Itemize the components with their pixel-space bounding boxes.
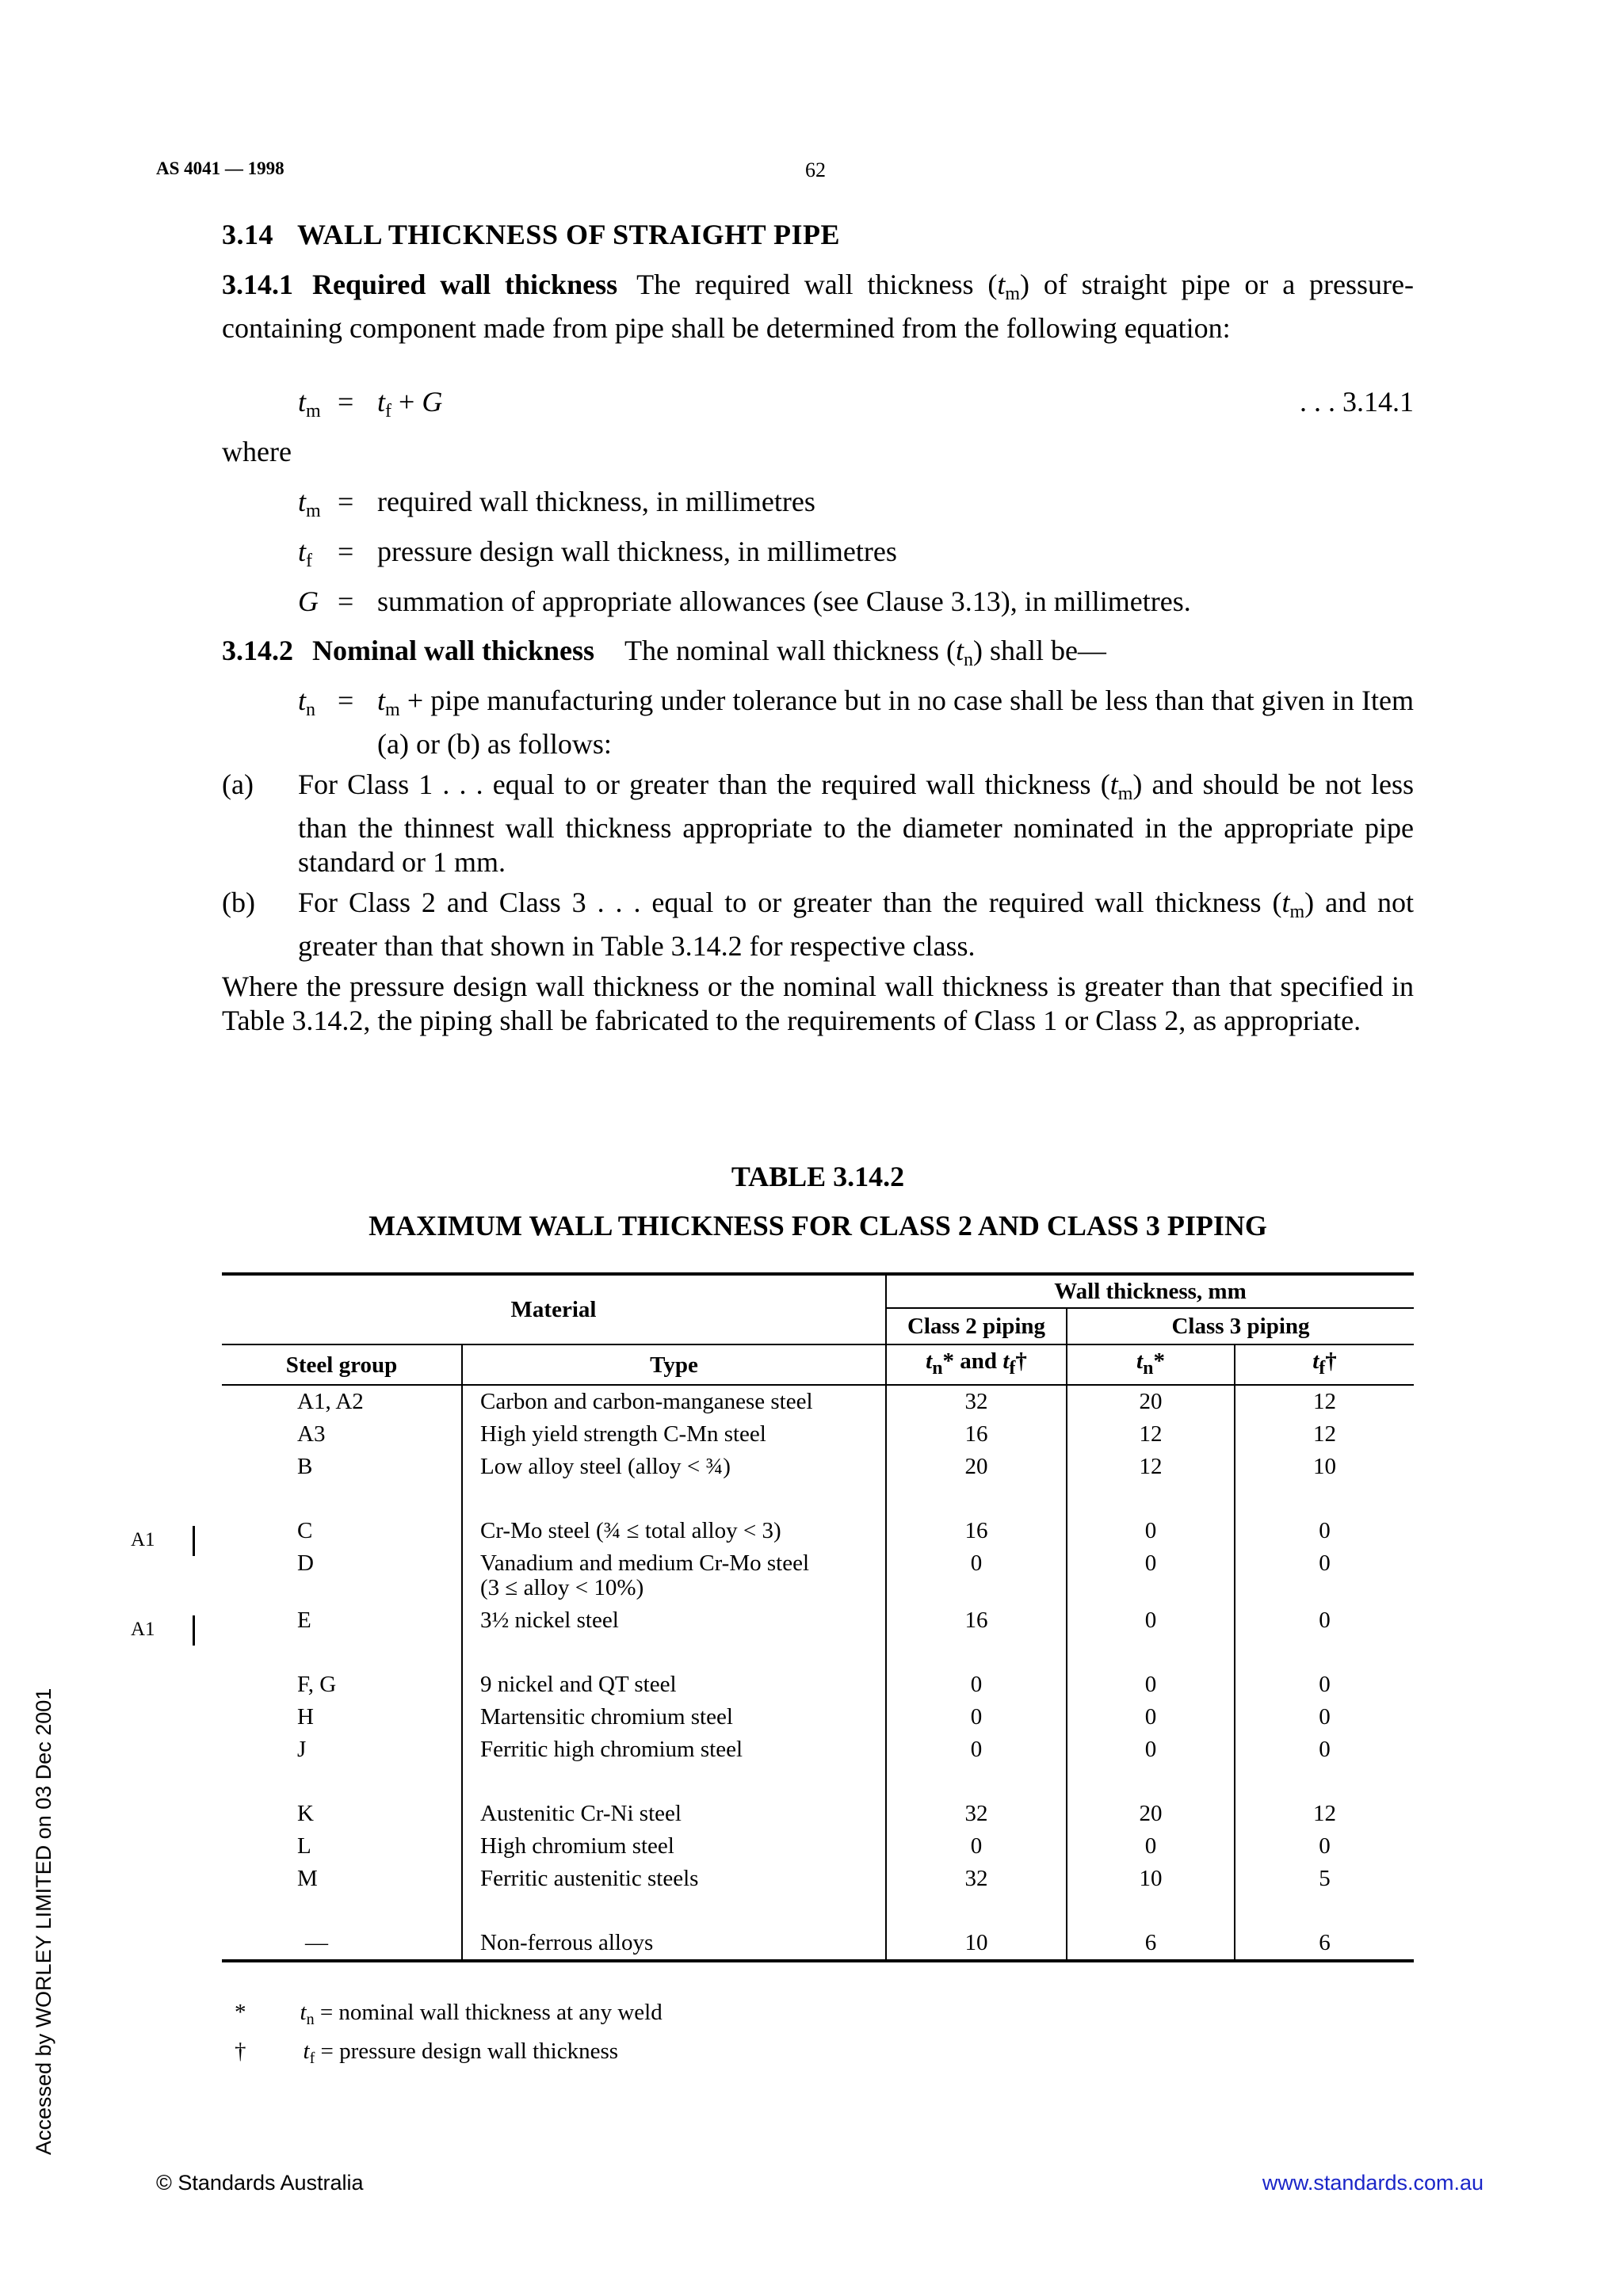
amendment-bar	[193, 1615, 195, 1646]
subscript: m	[306, 501, 321, 521]
header-type: Type	[462, 1344, 886, 1385]
subscript: f	[385, 401, 392, 421]
symbol-t: t	[1281, 887, 1290, 918]
spacer-cell	[886, 1895, 1067, 1927]
cell-class3-tn: 0	[1067, 1830, 1235, 1863]
symbol-t: t	[298, 536, 307, 567]
cell-class2: 20	[886, 1451, 1067, 1483]
subscript: f	[309, 2050, 315, 2067]
cell-class2: 0	[886, 1733, 1067, 1766]
cell-steel-group: J	[297, 1737, 307, 1762]
cell-class3-tf: 0	[1235, 1547, 1414, 1604]
cell-class2: 16	[886, 1418, 1067, 1451]
footnote-text: = nominal wall thickness at any weld	[319, 2000, 663, 2025]
cell-class3-tn: 10	[1067, 1863, 1235, 1895]
subscript: n	[306, 2011, 315, 2028]
cell-class3-tf: 0	[1235, 1604, 1414, 1637]
cell-steel-group: E	[297, 1608, 311, 1633]
clause-number: 3.14.2	[222, 635, 293, 666]
standard-designation: AS 4041 — 1998	[156, 158, 285, 178]
cell-class3-tf: 0	[1235, 1830, 1414, 1863]
table-row	[222, 1547, 1414, 1604]
clause-heading: Nominal wall thickness	[312, 635, 595, 666]
symbol-t: t	[1312, 1348, 1319, 1374]
equals-sign: =	[338, 386, 354, 418]
symbol-t: t	[1109, 769, 1118, 800]
cell-type: High chromium steel	[462, 1830, 886, 1863]
cell-class3-tn: 0	[1067, 1733, 1235, 1766]
spacer-cell	[462, 1766, 886, 1798]
symbol-t: t	[298, 685, 307, 716]
subscript: n	[1143, 1358, 1154, 1379]
cell-class3-tf: 6	[1235, 1927, 1414, 1961]
clause-text: ) shall be—	[972, 635, 1106, 666]
clause-text: ) of straight pipe or a pressure-containing component made from pipe shall be determined from the following equation:	[222, 269, 1414, 344]
cell-class3-tf: 5	[1235, 1863, 1414, 1895]
symbol-t: t	[1136, 1348, 1144, 1374]
symbol-t: t	[377, 386, 386, 418]
equation-3-14-1	[222, 385, 1414, 419]
symbol-t: t	[303, 2039, 310, 2064]
definition-tn	[222, 684, 1414, 761]
table-row	[222, 1733, 1414, 1766]
symbol-g: G	[422, 386, 443, 418]
clause-number: 3.14.1	[222, 269, 293, 300]
cell-class2: 0	[886, 1547, 1067, 1604]
cell-steel-group: B	[297, 1454, 313, 1479]
header-class3-tn	[1067, 1344, 1235, 1385]
amendment-bar	[193, 1526, 195, 1556]
symbol-t: t	[1002, 1348, 1010, 1374]
cell-type-line2: (3 ≤ alloy < 10%)	[480, 1575, 644, 1600]
header-class3: Class 3 piping	[1067, 1308, 1414, 1344]
cell-type: 9 nickel and QT steel	[462, 1669, 886, 1701]
table-row	[222, 1604, 1414, 1637]
table-spacer	[222, 1895, 1414, 1927]
spacer-cell	[886, 1637, 1067, 1669]
symbol-t: t	[298, 486, 307, 517]
cell-steel-group: H	[297, 1704, 314, 1730]
cell-class3-tf: 12	[1235, 1798, 1414, 1830]
subscript: m	[306, 401, 321, 421]
subscript: f	[306, 551, 313, 571]
section-title	[222, 218, 840, 252]
header-wall-thickness: Wall thickness, mm	[886, 1274, 1414, 1308]
cell-steel-group: C	[297, 1518, 313, 1543]
definition-text: pressure design wall thickness, in millimetres	[377, 536, 897, 567]
cell-class3-tf: 10	[1235, 1451, 1414, 1483]
item-text: For Class 2 and Class 3 . . . equal to or greater than the required wall thickness (	[298, 887, 1282, 918]
cell-class2: 0	[886, 1830, 1067, 1863]
cell-type: Low alloy steel (alloy < ¾)	[462, 1451, 886, 1483]
spacer-cell	[1235, 1637, 1414, 1669]
cell-class3-tn: 0	[1067, 1669, 1235, 1701]
table-spacer	[222, 1483, 1414, 1515]
cell-type: Ferritic austenitic steels	[462, 1863, 886, 1895]
spacer-cell	[1235, 1483, 1414, 1515]
spacer-cell	[1235, 1895, 1414, 1927]
header-class2-sub	[886, 1344, 1067, 1385]
clause-text: The nominal wall thickness (	[624, 635, 956, 666]
asterisk-mark: *	[1153, 1348, 1165, 1374]
cell-type: Ferritic high chromium steel	[462, 1733, 886, 1766]
table-row	[222, 1927, 1414, 1961]
spacer-cell	[462, 1483, 886, 1515]
cell-class2: 16	[886, 1515, 1067, 1547]
spacer-cell	[462, 1895, 886, 1927]
subscript: f	[1009, 1358, 1016, 1379]
spacer-cell	[1235, 1766, 1414, 1798]
cell-class3-tf: 12	[1235, 1418, 1414, 1451]
cell-steel-group: A1, A2	[297, 1389, 364, 1414]
table-row	[222, 1418, 1414, 1451]
cell-class3-tf: 0	[1235, 1669, 1414, 1701]
subscript: m	[1289, 902, 1305, 922]
equals-sign: =	[338, 585, 354, 617]
cell-type-line1: Vanadium and medium Cr-Mo steel	[480, 1550, 810, 1576]
cell-type: Cr-Mo steel (¾ ≤ total alloy < 3)	[462, 1515, 886, 1547]
cell-class2: 32	[886, 1385, 1067, 1418]
clause-heading: Required wall thickness	[312, 269, 618, 300]
spacer-cell	[1067, 1637, 1235, 1669]
footnote-mark: †	[235, 2039, 246, 2064]
item-a	[222, 768, 1414, 879]
cell-class2: 0	[886, 1669, 1067, 1701]
cell-steel-group: K	[297, 1801, 314, 1826]
table-spacer	[222, 1766, 1414, 1798]
cell-class3-tf: 12	[1235, 1385, 1414, 1418]
header-text: * and	[942, 1348, 1003, 1374]
item-text-block	[298, 768, 1414, 879]
clause-text: The required wall thickness (	[636, 269, 998, 300]
header-class2: Class 2 piping	[886, 1308, 1067, 1344]
equation-reference: . . . 3.14.1	[1300, 386, 1414, 418]
table-row	[222, 1701, 1414, 1733]
header-material: Material	[222, 1274, 886, 1344]
cell-type: Austenitic Cr-Ni steel	[462, 1798, 886, 1830]
symbol-g: G	[298, 585, 319, 617]
cell-class3-tn: 0	[1067, 1604, 1235, 1637]
cell-type	[462, 1547, 886, 1604]
subscript: n	[306, 700, 316, 720]
table-row	[222, 1830, 1414, 1863]
cell-class3-tn: 0	[1067, 1701, 1235, 1733]
symbol-t: t	[955, 635, 964, 666]
item-text: ) and should be not less than the thinnest wall thickness appropriate to the diameter nominated in the appropriate pipe standard or 1 mm.	[298, 769, 1414, 878]
cell-class2: 16	[886, 1604, 1067, 1637]
item-label: (b)	[222, 887, 255, 918]
table-title: MAXIMUM WALL THICKNESS FOR CLASS 2 AND CLASS 3 PIPING	[369, 1210, 1267, 1241]
cell-class3-tn: 12	[1067, 1418, 1235, 1451]
footer-copyright: © Standards Australia	[156, 2171, 364, 2195]
cell-class3-tn: 20	[1067, 1798, 1235, 1830]
table-spacer	[222, 1637, 1414, 1669]
cell-class3-tn: 0	[1067, 1515, 1235, 1547]
cell-type: Martensitic chromium steel	[462, 1701, 886, 1733]
footnote-text: = pressure design wall thickness	[320, 2039, 619, 2064]
spacer-cell	[222, 1637, 462, 1669]
plus-sign: +	[399, 386, 415, 418]
cell-class3-tn: 12	[1067, 1451, 1235, 1483]
cell-steel-group: A3	[297, 1421, 326, 1447]
definition-text: + pipe manufacturing under tolerance but in no case shall be less than that given in Item (a) or (b) as follows:	[377, 685, 1414, 760]
table-row	[222, 1669, 1414, 1701]
amendment-mark: A1	[131, 1619, 155, 1640]
cell-type: 3½ nickel steel	[462, 1604, 886, 1637]
symbol-t: t	[298, 386, 307, 418]
cell-class2: 10	[886, 1927, 1067, 1961]
subscript: n	[963, 650, 973, 670]
section-heading: WALL THICKNESS OF STRAIGHT PIPE	[297, 219, 841, 250]
definition-text: required wall thickness, in millimetres	[377, 486, 815, 517]
definition-text: summation of appropriate allowances (see Clause 3.13), in millimetres.	[377, 585, 1191, 617]
spacer-cell	[222, 1766, 462, 1798]
definition-tm	[222, 485, 1414, 519]
cell-class3-tn: 0	[1067, 1547, 1235, 1604]
amendment-mark: A1	[131, 1529, 155, 1550]
definition-g	[222, 585, 1414, 619]
item-b	[222, 886, 1414, 963]
symbol-t: t	[377, 685, 386, 716]
cell-class3-tf: 0	[1235, 1515, 1414, 1547]
cell-steel-group: F, G	[297, 1672, 337, 1697]
table-row	[222, 1863, 1414, 1895]
spacer-cell	[1067, 1895, 1235, 1927]
header-steel-group: Steel group	[222, 1344, 462, 1385]
equals-sign: =	[338, 685, 354, 716]
item-text: For Class 1 . . . equal to or greater than the required wall thickness (	[298, 769, 1110, 800]
wall-thickness-table	[222, 1272, 1414, 1962]
equals-sign: =	[338, 536, 354, 567]
cell-type: Carbon and carbon-manganese steel	[462, 1385, 886, 1418]
table-row	[222, 1515, 1414, 1547]
item-text-block	[298, 886, 1414, 963]
header-class3-tf	[1235, 1344, 1414, 1385]
cell-class3-tf: 0	[1235, 1701, 1414, 1733]
spacer-cell	[1067, 1766, 1235, 1798]
table-row	[222, 1451, 1414, 1483]
table-row	[222, 1798, 1414, 1830]
spacer-cell	[222, 1483, 462, 1515]
clause-3-14-2	[222, 634, 1414, 677]
equals-sign: =	[338, 486, 354, 517]
closing-paragraph: Where the pressure design wall thickness or the nominal wall thickness is greater than that specified in Table 3.14.2, the piping shall be fabricated to the requirements of Class 1 or Class 2, as appropriate.	[222, 971, 1414, 1036]
subscript: f	[1319, 1358, 1326, 1379]
table-label: TABLE 3.14.2	[731, 1161, 905, 1192]
symbol-t: t	[926, 1348, 933, 1374]
cell-class2: 32	[886, 1863, 1067, 1895]
dagger-mark: †	[1325, 1348, 1337, 1374]
spacer-cell	[222, 1895, 462, 1927]
cell-steel-group: D	[297, 1550, 314, 1576]
spacer-cell	[886, 1483, 1067, 1515]
cell-class2: 32	[886, 1798, 1067, 1830]
item-text: ) and not greater than that shown in Table 3.14.2 for respective class.	[298, 887, 1415, 962]
cell-class3-tn: 20	[1067, 1385, 1235, 1418]
definition-text-block	[377, 684, 1414, 761]
subscript: n	[932, 1358, 943, 1379]
subscript: m	[385, 700, 400, 720]
cell-steel-group: —	[305, 1930, 328, 1955]
footer-website-link[interactable]: www.standards.com.au	[1262, 2171, 1484, 2195]
symbol-t: t	[997, 269, 1006, 300]
cell-class2: 0	[886, 1701, 1067, 1733]
item-label: (a)	[222, 769, 254, 800]
page-number: 62	[805, 158, 826, 181]
spacer-cell	[462, 1637, 886, 1669]
dagger-mark: †	[1015, 1348, 1027, 1374]
table-row	[222, 1385, 1414, 1418]
cell-steel-group: L	[297, 1833, 311, 1859]
section-number: 3.14	[222, 219, 273, 250]
symbol-t: t	[300, 2000, 307, 2025]
subscript: m	[1117, 784, 1133, 804]
footnote-tf	[235, 2039, 618, 2068]
cell-class3-tf: 0	[1235, 1733, 1414, 1766]
clause-3-14-1	[222, 268, 1414, 345]
footnote-tn	[235, 2000, 663, 2029]
footnote-mark: *	[235, 2000, 246, 2025]
cell-steel-group: M	[297, 1866, 318, 1891]
spacer-cell	[1067, 1483, 1235, 1515]
definition-tf	[222, 535, 1414, 569]
cell-class3-tn: 6	[1067, 1927, 1235, 1961]
cell-type: Non-ferrous alloys	[462, 1927, 886, 1961]
subscript: m	[1005, 284, 1021, 304]
access-watermark: Accessed by WORLEY LIMITED on 03 Dec 2001	[32, 1688, 55, 2155]
cell-type: High yield strength C-Mn steel	[462, 1418, 886, 1451]
where-label: where	[222, 436, 292, 467]
spacer-cell	[886, 1766, 1067, 1798]
